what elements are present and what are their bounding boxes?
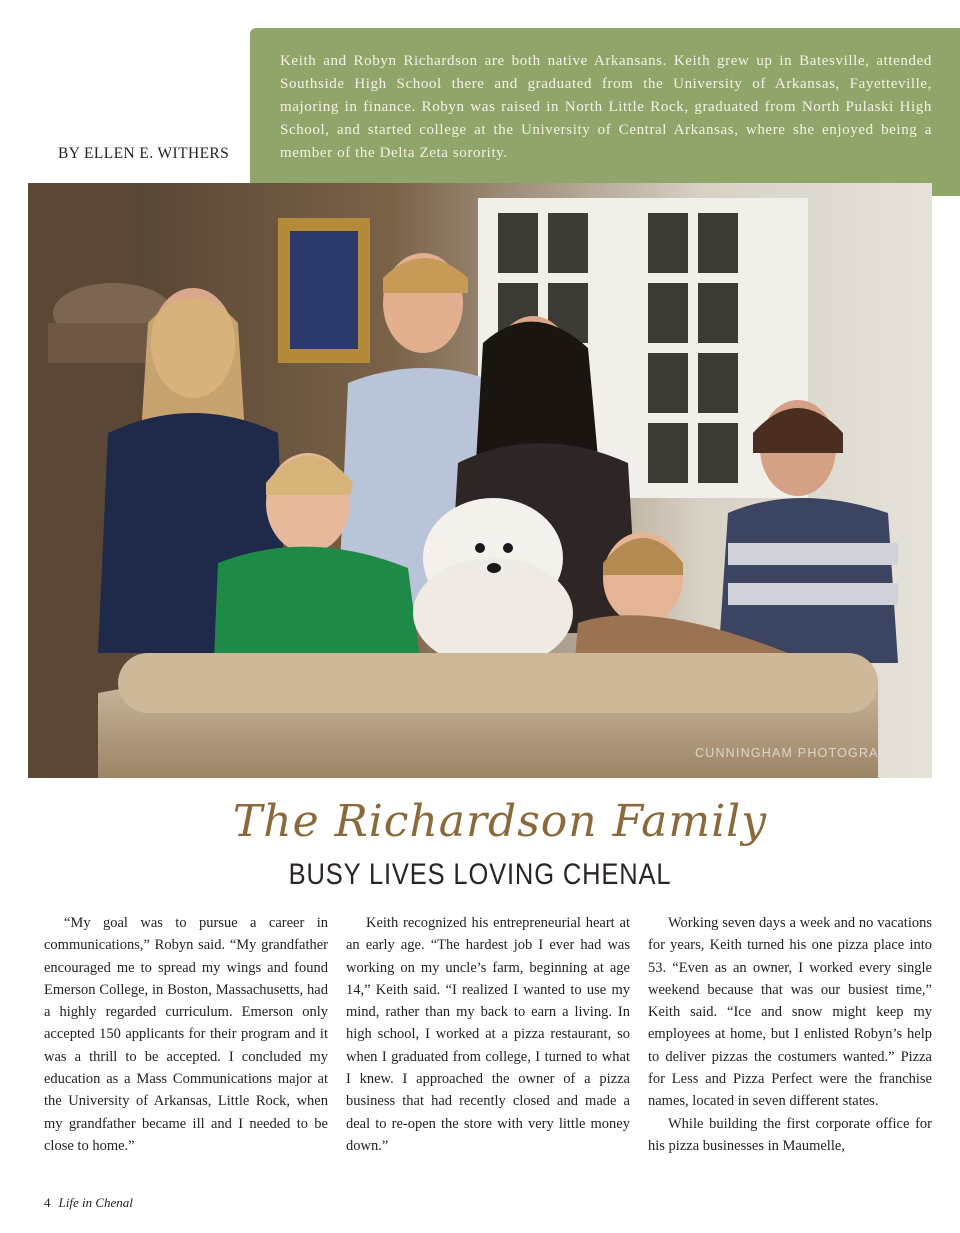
paragraph: Keith recognized his entrepreneurial heart at an early age. “The hardest job I ever had was working on my uncle’s farm, beginning at age 14,” Keith said. “I realized I wanted to use my mind, rather than my back to earn a living. In high school, I worked at a pizza restaurant, so when I graduated from college, I turned to what I knew. I approached the owner of a pizza business that had recently closed and made a deal to re-open the store with very little money down.” — [346, 915, 630, 1154]
headline — [0, 796, 960, 847]
family-photo-illustration — [28, 183, 932, 778]
paragraph: “My goal was to pursue a career in communications,” Robyn said. “My grandfather encouraged me to spread my wings and found Emerson College, in Boston, Massachusetts, had a highly regarded curriculum. Emerson only accepted 150 applicants for their program and it was a thrill to be accepted. I concluded my education as a Mass Communications major at the University of Arkansas, Little Rock, when my grandfather became ill and I needed to be close to home.” — [44, 915, 328, 1154]
article-subtitle: BUSY LIVES LOVING CHENAL — [288, 858, 672, 891]
photo-credit: CUNNINGHAM PHOTOGRAPHY — [695, 746, 908, 760]
paragraph: Working seven days a week and no vacations for years, Keith turned his one pizza place into 53. “Even as an owner, I worked every single weekend because that was our busiest time,” Keith said. “Ice and snow might keep my employees at home, but I enlisted Robyn’s help to deliver pizzas the costumers wanted.” Pizza for Less and Pizza Perfect were the franchise names, located in seven different states. — [648, 915, 932, 1110]
folio — [44, 1195, 133, 1211]
byline: BY ELLEN E. WITHERS — [58, 145, 230, 162]
page-number: 4 — [44, 1195, 51, 1210]
column-3 — [648, 912, 932, 1157]
intro-box — [250, 28, 960, 196]
column-2 — [346, 912, 630, 1157]
intro-text: Keith and Robyn Richardson are both native Arkansans. Keith grew up in Batesville, attended Southside High School there and graduated from the University of Arkansas, Fayetteville, majoring in finance. Robyn was raised in North Little Rock, graduated from North Pulaski High School, and started college at the University of Central Arkansas, where she enjoyed being a member of the Delta Zeta sorority. — [280, 53, 932, 161]
publication-name: Life in Chenal — [58, 1195, 133, 1210]
column-1 — [44, 912, 328, 1157]
paragraph: While building the first corporate office for his pizza businesses in Maumelle, — [648, 1115, 932, 1154]
article-title: The Richardson Family — [232, 796, 768, 847]
family-photo — [28, 183, 932, 778]
